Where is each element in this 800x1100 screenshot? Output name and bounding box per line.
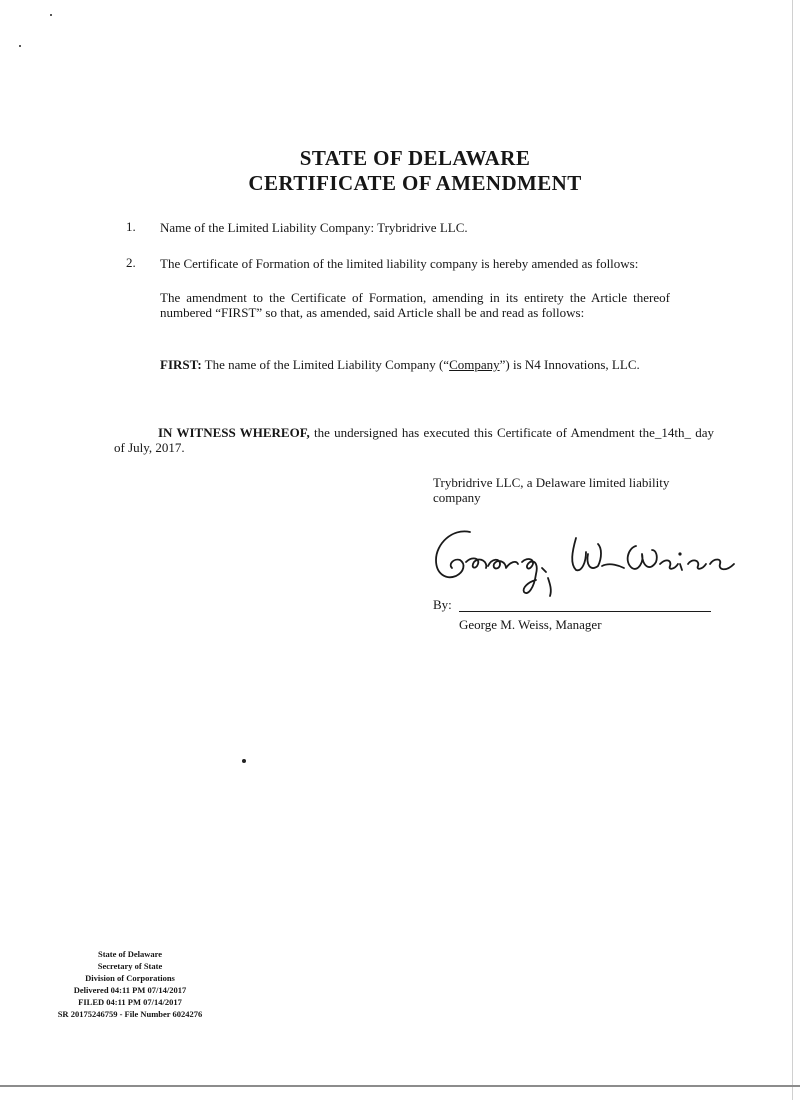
- document-title-state: STATE OF DELAWARE: [299, 146, 531, 170]
- first-text-before: The name of the Limited Liability Company (“: [201, 357, 450, 372]
- item-company-name: [160, 220, 720, 235]
- first-text-after: ”) is N4 Innovations, LLC.: [499, 357, 640, 372]
- witness-text: the undersigned has executed this Certificate of Amendment the_14th_ day of July, 2017.: [114, 425, 714, 455]
- by-label: By:: [433, 597, 452, 612]
- document-title-certificate: CERTIFICATE OF AMENDMENT: [248, 171, 582, 195]
- stamp-line: SR 20175246759 - File Number 6024276: [57, 1009, 203, 1019]
- amendment-paragraph: The amendment to the Certificate of Formation, amending in its entirety the Article thereof numbered “FIRST” so that, as amended, said Article shall be and read as follows:: [160, 290, 670, 320]
- scan-speck: [242, 759, 246, 763]
- stamp-line: Delivered 04:11 PM 07/14/2017: [73, 985, 187, 995]
- signer-name-title: George M. Weiss, Manager: [459, 617, 602, 632]
- first-article-paragraph: [160, 357, 670, 372]
- signatory-company: Trybridrive LLC, a Delaware limited liability company: [433, 475, 670, 505]
- witness-bold: IN WITNESS WHEREOF,: [158, 425, 310, 440]
- witness-clause: [114, 425, 714, 455]
- item-number: 2.: [126, 255, 136, 270]
- scan-bottom-edge: [0, 1085, 800, 1087]
- company-defined-term: Company: [449, 357, 500, 372]
- stamp-line: Secretary of State: [97, 961, 163, 971]
- stamp-line: FILED 04:11 PM 07/14/2017: [78, 997, 182, 1007]
- stamp-line: State of Delaware: [97, 949, 163, 959]
- scan-speck: [19, 45, 21, 47]
- signature-line: [459, 611, 711, 612]
- company-name-label: Name of the Limited Liability Company:: [160, 220, 375, 235]
- item-amendment-intro: The Certificate of Formation of the limited liability company is hereby amended as follows:: [160, 256, 639, 271]
- scan-speck: [50, 14, 52, 16]
- handwritten-signature: [430, 518, 750, 606]
- item-number: 1.: [126, 219, 136, 234]
- filing-stamp: [30, 948, 230, 1020]
- first-label: FIRST:: [160, 357, 202, 372]
- company-name-value: Trybridrive LLC.: [377, 220, 468, 235]
- stamp-line: Division of Corporations: [85, 973, 175, 983]
